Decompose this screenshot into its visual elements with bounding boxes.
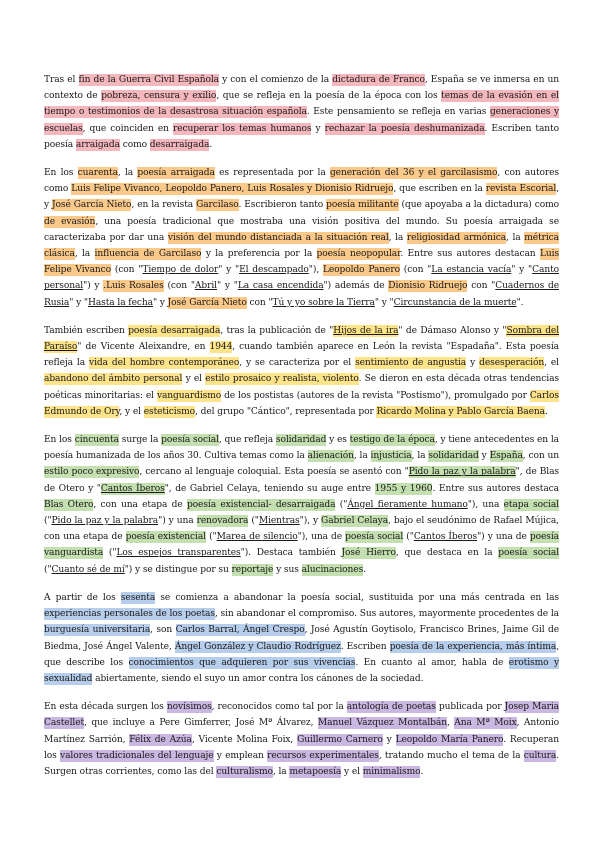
highlighted-text: España (489, 451, 523, 462)
highlighted-text: sentimiento de angustia (355, 358, 467, 369)
underlined-title: Marea de silencio (216, 532, 298, 543)
highlighted-text: José García Nieto (52, 200, 132, 211)
highlighted-text: Félix de Azúa (129, 734, 192, 745)
underlined-title: Tú y yo sobre la Tierra (272, 297, 375, 308)
underlined-title: Cantos Íberos (413, 532, 478, 543)
highlighted-text: Carlos Barral, Ángel Crespo (175, 625, 305, 636)
highlighted-text: revista Escorial (485, 184, 557, 195)
highlighted-text: Hijos de la ira (333, 325, 399, 336)
highlighted-text: 1944 (209, 342, 233, 353)
highlighted-text: Luis Felipe Vivanco (44, 249, 560, 276)
highlighted-text: solidaridad (275, 435, 327, 446)
highlighted-text: renovadora (196, 516, 249, 527)
highlighted-text: 1955 y 1960 (374, 483, 433, 494)
highlighted-text: poesía neopopular (316, 249, 401, 260)
highlighted-text: sesenta (120, 592, 156, 603)
highlighted-text: vanguardismo (156, 390, 222, 401)
highlighted-text: poesía social (161, 435, 219, 446)
highlighted-text: alienación (307, 451, 354, 462)
highlighted-text: poesía existencial (125, 532, 206, 543)
underlined-title: Circunstancia de la muerte (393, 297, 517, 308)
underlined-title: Hasta la fecha (88, 297, 153, 308)
highlighted-text: generaciones y escuelas (44, 107, 559, 134)
highlighted-text: estilo poco expresivo (44, 467, 140, 478)
highlighted-text: dictadura de Franco (332, 75, 425, 85)
highlighted-text: Sombra del Paraíso (44, 325, 560, 353)
highlighted-text: burguesía universitaria (44, 625, 151, 636)
highlighted-text: Guillermo Carnero (297, 734, 383, 745)
underlined-title: La estancia vacía (431, 265, 512, 276)
highlighted-text: conocimientos que adquieren por sus vivencias (128, 657, 356, 668)
underlined-title: Los espejos transparentes (116, 548, 241, 559)
highlighted-text: esteticismo (143, 406, 196, 417)
highlighted-text: Gabriel Celaya (321, 516, 389, 527)
highlighted-text: abandono del ámbito personal (44, 374, 183, 385)
highlighted-text: vida del hombre contemporáneo (89, 358, 240, 369)
highlighted-text: rechazar la poesía deshumanizada (324, 123, 485, 134)
highlighted-text: testigo de la época (349, 435, 435, 446)
highlighted-text: Manuel Vázquez Montalbán (317, 718, 447, 729)
highlighted-text: visión del mundo distanciada a la situación real (167, 232, 389, 243)
highlighted-text: Pido la paz y la palabra (408, 467, 516, 478)
highlighted-text: poesía social (345, 532, 404, 543)
highlighted-text: Leopoldo Panero (322, 265, 400, 276)
highlighted-text: Cantos Íberos (100, 483, 165, 494)
underlined-title: El descampado (239, 265, 309, 276)
highlighted-text: José García Nieto (167, 297, 247, 308)
highlighted-text: estilo prosaico y realista, violento (205, 374, 359, 385)
highlighted-text: Ricardo Molina y Pablo García Baena (376, 406, 545, 417)
highlighted-text: José Hierro (341, 548, 396, 559)
underlined-title: Canto personal (44, 265, 560, 292)
highlighted-text: cultura (523, 750, 557, 761)
highlighted-text: de evasión (44, 216, 96, 227)
highlighted-text: poesía arraigada (137, 168, 215, 179)
highlighted-text: metapoesía (289, 766, 342, 777)
underlined-title: Pido la paz y la palabra (51, 516, 159, 527)
highlighted-text: influencia de Garcilaso (94, 249, 202, 260)
highlighted-text: poesía desarraigada (128, 325, 221, 336)
highlighted-text: Blas Otero (44, 499, 94, 510)
highlighted-text: Dionisio Ridruejo (388, 281, 468, 292)
highlighted-text: solidaridad (428, 451, 479, 462)
highlighted-text: Ana Mª Moix (454, 718, 517, 729)
underlined-title: Tiempo de dolor (142, 265, 219, 276)
underlined-title: La casa encendida (237, 281, 324, 292)
underlined-title: Abril (194, 281, 217, 292)
highlighted-text: poesía vanguardista (44, 532, 559, 559)
highlighted-text: Josep Maria Castellet (44, 702, 560, 729)
highlighted-text: poesía militante (326, 200, 399, 211)
highlighted-text: poesía de la experiencia, más íntima (389, 641, 557, 652)
highlighted-text: antología de poetas (346, 702, 436, 713)
highlighted-text: Carlos Edmundo de Ory (44, 390, 559, 417)
paragraph-cincuenta-social: En los cincuenta surge la poesía social, que refleja solidaridad y es testigo de la época, y tiene antecedentes en la poesía humanizada de los años 30. Cultiva temas como la alienación, la injusticia, la solidaridad y España, con un estilo poco expresivo, cercano al lenguaje coloquial. Esta poesía se asentó con "Pido la paz y la palabra", de Blas de Otero y "Cantos Íberos", de Gabriel Celaya, teniendo su auge entre 1955 y 1960. Entre sus autores destaca Blas Otero, con una etapa de poesía existencial- desarraigada ("Ángel fieramente humano"), una etapa social ("Pido la paz y la palabra") y una renovadora ("Mientras"), y Gabriel Celaya, bajo el seudónimo de Rafael Mújica, con una etapa de poesía existencial ("Marea de silencio"), una de poesía social ("Cantos Íberos") y una de poesía vanguardista ("Los espejos transparentes"). Destaca también José Hierro, que destaca en la poesía social ("Cuanto sé de mí") y se distingue por su reportaje y sus alucinaciones. (44, 435, 560, 575)
highlighted-text: generación del 36 y el garcilasismo (329, 168, 498, 179)
underlined-title: Mientras (258, 516, 300, 527)
highlighted-text: valores tradicionales del lenguaje (60, 750, 214, 761)
highlighted-text: Garcilaso (196, 200, 239, 211)
highlighted-text: experiencias personales de los poetas (44, 609, 215, 620)
highlighted-text: etapa social (503, 499, 559, 510)
highlighted-text: poesía existencial- desarraigada (186, 499, 336, 510)
highlighted-text: .Luis Rosales (103, 281, 164, 292)
highlighted-text: Leopoldo María Panero (395, 734, 504, 745)
highlighted-text: métrica clásica (44, 232, 559, 260)
highlighted-text: erotismo y sexualidad (44, 657, 560, 684)
highlighted-text: Luis Felipe Vivanco, Leopoldo Panero, Luis Rosales y Dionisio Ridruejo (71, 184, 394, 195)
paragraph-sesenta-experiencia: A partir de los sesenta se comienza a abandonar la poesía social, sustituida por una más centrada en las experiencias personales de los poetas, sin abandonar el compromiso. Sus autores, mayormente procedentes de la burguesía universitaria, son Carlos Barral, Ángel Crespo, José Agustín Goytisolo, Francisco Brines, Jaime Gil de Biedma, José Ángel Valente, Ángel González y Claudio Rodríguez. Escriben poesía de la experiencia, más íntima, que describe los conocimientos que adquieren por sus vivencias. En cuanto al amor, habla de erotismo y sexualidad abiertamente, siendo el suyo un amor contra los cánones de la sociedad. (44, 592, 560, 684)
highlighted-text: desesperación (479, 358, 545, 369)
highlighted-text: Ángel González y Claudio Rodríguez (174, 641, 341, 652)
highlighted-text: temas de la evasión en el tiempo o testimonios de la desastrosa situación española (44, 91, 559, 118)
paragraph-posguerra: Tras el fin de la Guerra Civil Española y con el comienzo de la dictadura de Franco, España se ve inmersa en un contexto de pobreza, censura y exilio, que se refleja en la poesía de la época con los temas de la evasión en el tiempo o testimonios de la desastrosa situación española. Este pensamiento se refleja en varias generaciones y escuelas, que coinciden en recuperar los temas humanos y rechazar la poesía deshumanizada. Escriben tanto poesía arraigada como desarraigada. (44, 75, 559, 150)
paragraph-novisimos: En esta década surgen los novísimos, reconocidos como tal por la antología de poetas publicada por Josep Maria Castellet, que incluye a Pere Gimferrer, José Mª Álvarez, Manuel Vázquez Montalbán, Ana Mª Moix, Antonio Martínez Sarrión, Félix de Azúa, Vicente Molina Foix, Guillermo Carnero y Leopoldo María Panero. Recuperan los valores tradicionales del lenguaje y emplean recursos experimentales, tratando mucho el tema de la cultura. Surgen otras corrientes, como las del culturalismo, la metapoesía y el minimalismo. (44, 702, 560, 777)
highlighted-text: novísimos (166, 702, 212, 713)
highlighted-text: desarraigada (149, 139, 210, 150)
highlighted-text: recursos experimentales (267, 750, 379, 761)
highlighted-text: pobreza, censura y exilio (101, 91, 217, 102)
highlighted-text: alucinaciones (301, 564, 364, 575)
highlighted-text: fin de la Guerra Civil Española (78, 75, 219, 85)
highlighted-text: poesía social (498, 548, 560, 559)
paragraph-cuarenta-arraigada: En los cuarenta, la poesía arraigada es representada por la generación del 36 y el garcilasismo, con autores como Luis Felipe Vivanco, Leopoldo Panero, Luis Rosales y Dionisio Ridruejo, que escriben en la revista Escorial, y José García Nieto, en la revista Garcilaso. Escribieron tanto poesía militante (que apoyaba a la dictadura) como de evasión, una poesía tradicional que mostraba una visión positiva del mundo. Su poesía arraigada se caracterizaba por dar una visión del mundo distanciada a la situación real, la religiosidad armónica, la métrica clásica, la influencia de Garcilaso y la preferencia por la poesía neopopular. Entre sus autores destacan Luis Felipe Vivanco (con "Tiempo de dolor" y "El descampado"), Leopoldo Panero (con "La estancia vacía" y "Canto personal") y .Luis Rosales (con "Abril" y "La casa encendida") además de Dionisio Ridruejo con "Cuadernos de Rusia" y "Hasta la fecha" y José García Nieto con "Tú y yo sobre la Tierra" y "Circunstancia de la muerte". (44, 168, 560, 308)
highlighted-text: injusticia (370, 451, 412, 462)
underlined-title: Cuadernos de Rusia (44, 281, 559, 308)
highlighted-text: religiosidad armónica (406, 232, 507, 243)
underlined-title: Ángel fieramente humano (347, 499, 468, 510)
highlighted-text: minimalismo (362, 766, 421, 777)
paragraph-desarraigada: También escriben poesía desarraigada, tras la publicación de "Hijos de la ira" de Dámaso Alonso y "Sombra del Paraíso" de Vicente Aleixandre, en 1944, cuando también aparece en León la revista "Espadaña". Esta poesía refleja la vida del hombre contemporáneo, y se caracteriza por el sentimiento de angustia y desesperación, el abandono del ámbito personal y el estilo prosaico y realista, violento. Se dieron en esta década otras tendencias poéticas minoritarias: el vanguardismo de los postistas (autores de la revista "Postismo"), promulgado por Carlos Edmundo de Ory, y el esteticismo, del grupo "Cántico", representada por Ricardo Molina y Pablo García Baena. (44, 325, 560, 417)
highlighted-text: recuperar los temas humanos (173, 123, 312, 134)
highlighted-text: reportaje (231, 564, 274, 575)
highlighted-text: culturalismo (216, 766, 273, 777)
highlighted-text: cuarenta (77, 168, 118, 179)
underlined-title: Cuanto sé de mí (51, 564, 125, 575)
highlighted-text: arraigada (75, 139, 120, 150)
highlighted-text: cincuenta (74, 435, 119, 446)
